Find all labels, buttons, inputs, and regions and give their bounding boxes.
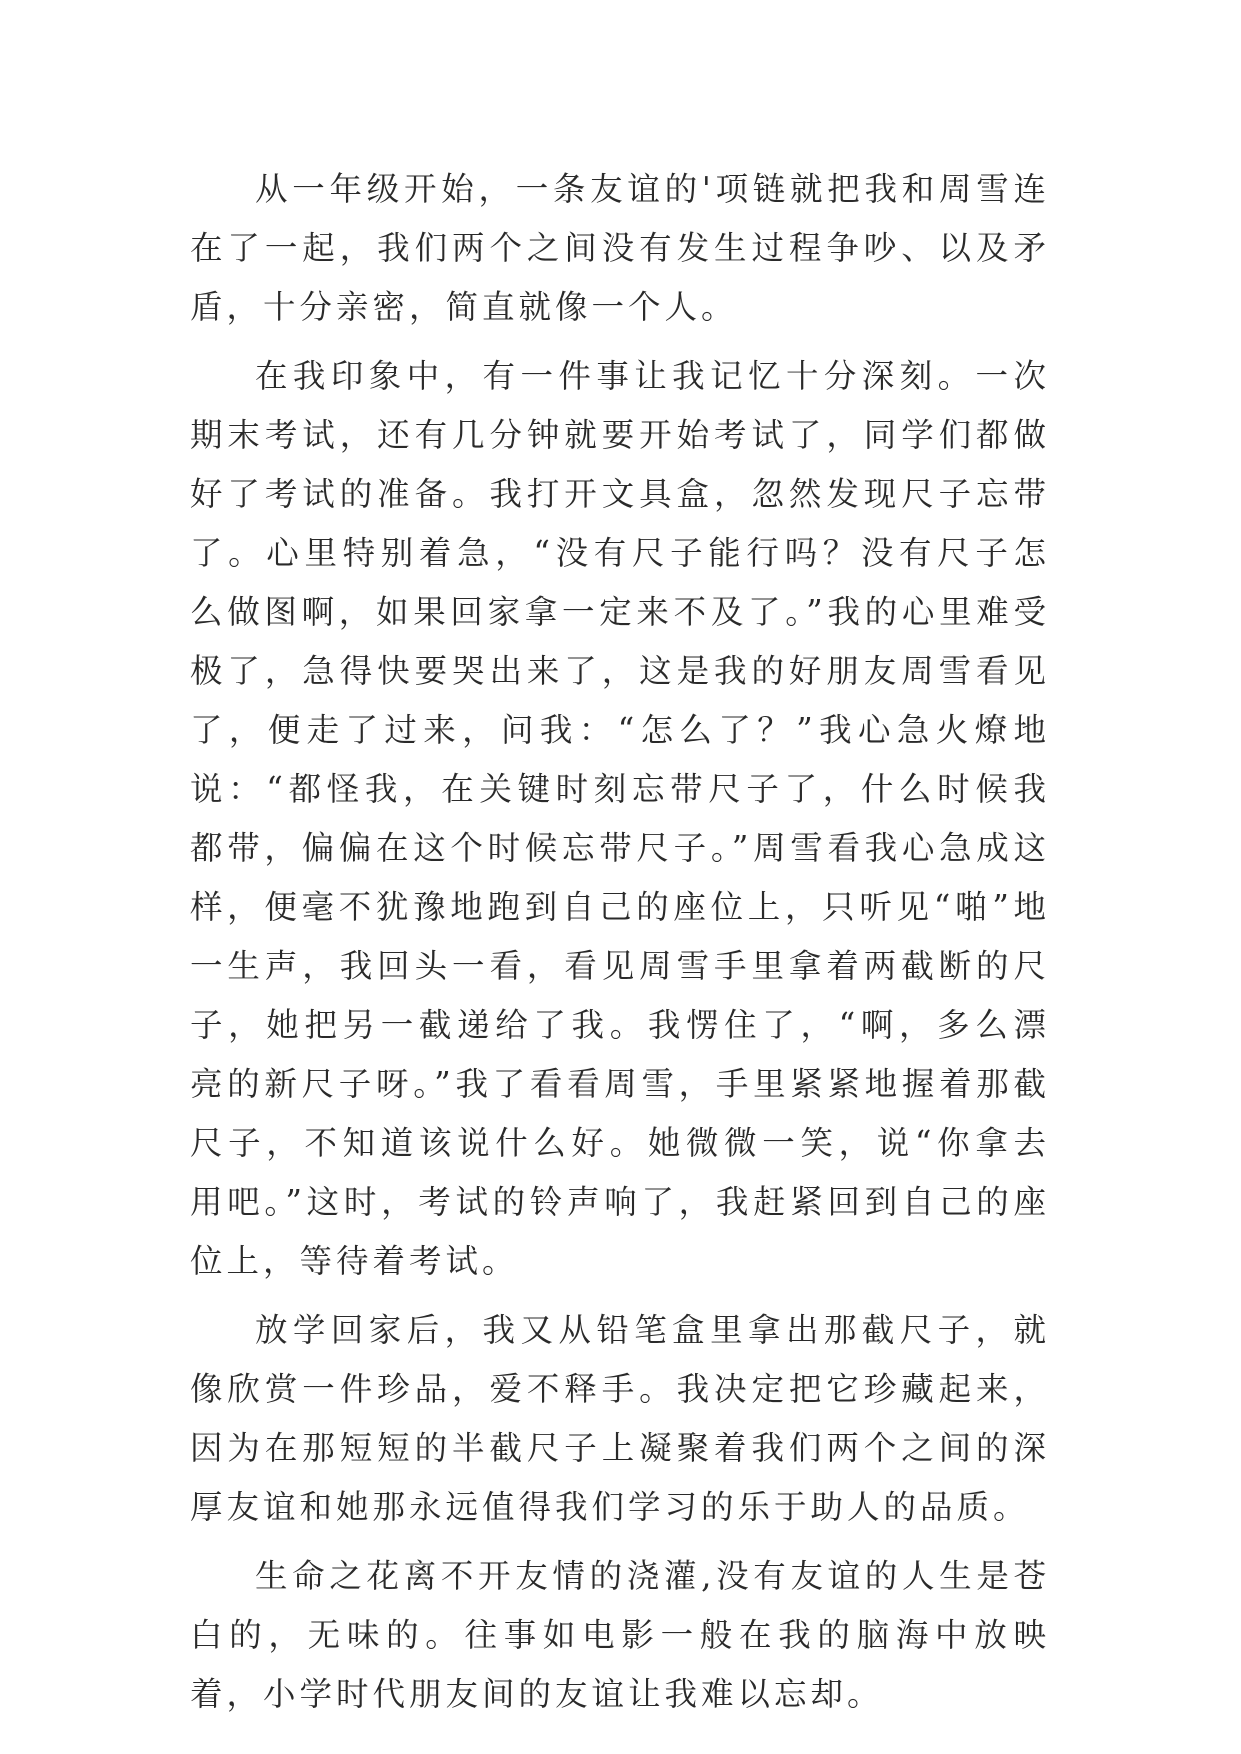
paragraph-1: 从一年级开始，一条友谊的'项链就把我和周雪连在了一起，我们两个之间没有发生过程争吵、以及矛盾，十分亲密，简直就像一个人。 <box>190 170 1050 326</box>
paragraph-4: 生命之花离不开友情的浇灌,没有友谊的人生是苍白的，无味的。往事如电影一般在我的脑海中放映着，小学时代朋友间的友谊让我难以忘却。 <box>190 1557 1050 1713</box>
document-body <box>190 160 1050 1724</box>
paragraph-2: 在我印象中，有一件事让我记忆十分深刻。一次期末考试，还有几分钟就要开始考试了，同学们都做好了考试的准备。我打开文具盒，忽然发现尺子忘带了。心里特别着急，“没有尺子能行吗？没有尺子怎么做图啊，如果回家拿一定来不及了。”我的心里难受极了，急得快要哭出来了，这是我的好朋友周雪看见了，便走了过来，问我：“怎么了？”我心急火燎地说：“都怪我，在关键时刻忘带尺子了，什么时候我都带，偏偏在这个时候忘带尺子。”周雪看我心急成这样，便毫不犹豫地跑到自己的座位上，只听见“啪”地一生声，我回头一看，看见周雪手里拿着两截断的尺子，她把另一截递给了我。我愣住了，“啊，多么漂亮的新尺子呀。”我了看看周雪，手里紧紧地握着那截尺子，不知道该说什么好。她微微一笑，说“你拿去用吧。”这时，考试的铃声响了，我赶紧回到自己的座位上，等待着考试。 <box>190 357 1050 1280</box>
paragraph-3: 放学回家后，我又从铅笔盒里拿出那截尺子，就像欣赏一件珍品，爱不释手。我决定把它珍藏起来，因为在那短短的半截尺子上凝聚着我们两个之间的深厚友谊和她那永远值得我们学习的乐于助人的品质。 <box>190 1311 1050 1526</box>
